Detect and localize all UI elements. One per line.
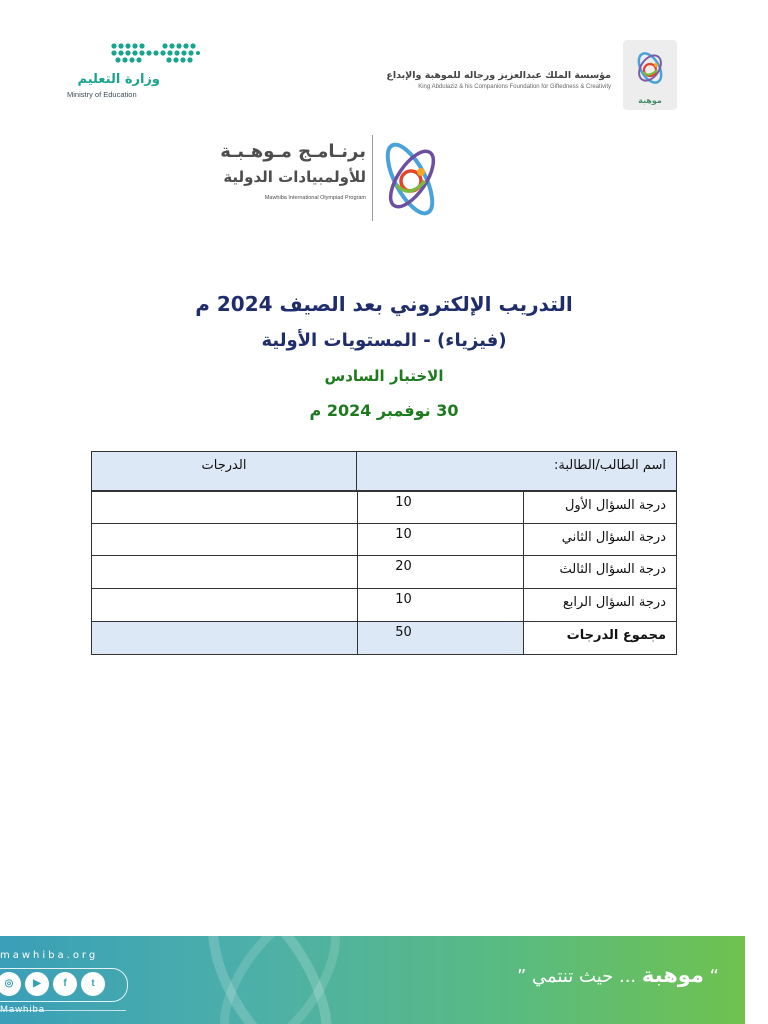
olympiad-name-english: Mawhiba International Olympiad Program <box>264 195 366 201</box>
mawhiba-emblem-icon <box>629 48 671 92</box>
max-score-value: 20 <box>395 559 412 574</box>
exam-title: الاختبار السادس <box>324 367 444 385</box>
max-score-value: 10 <box>395 495 412 510</box>
question-max-score <box>357 523 524 556</box>
moe-name-english: Ministry of Education <box>67 90 137 99</box>
question-label: درجة السؤال الثاني <box>561 530 666 545</box>
logo-divider <box>372 135 373 221</box>
question-label: درجة السؤال الثالث <box>559 562 666 577</box>
exam-date: 30 نوفمبر 2024 م <box>309 401 459 420</box>
moe-name-arabic: وزارة التعليم <box>77 72 160 87</box>
instagram-icon[interactable]: ◎ <box>0 972 21 996</box>
kaf-name-arabic: مؤسسة الملك عبدالعزيز ورجاله للموهبة والإبداع <box>386 70 611 81</box>
youtube-icon[interactable]: ▶ <box>25 972 49 996</box>
decorative-swirl-icon <box>150 936 410 1024</box>
moe-dots-icon <box>110 42 200 68</box>
website-link[interactable]: mawhiba.org <box>0 950 99 961</box>
table-row-label <box>523 555 677 589</box>
table-row-label <box>523 523 677 556</box>
quote-close: ” <box>516 966 527 987</box>
olympiad-title-line1: برنـامـج مـوهـبـة <box>220 141 366 162</box>
subject-title: (فيزياء) - المستويات الأولية <box>261 330 507 351</box>
facebook-icon[interactable]: f <box>53 972 77 996</box>
olympiad-title-line2: للأولمبيادات الدولية <box>223 168 366 186</box>
grades-table <box>91 451 677 655</box>
twitter-icon[interactable]: t <box>81 972 105 996</box>
total-score-entry-cell[interactable] <box>91 621 358 655</box>
max-score-value: 10 <box>395 592 412 607</box>
kaf-name-english: King Abdulaziz & his Companions Foundation for Giftedness & Creativity <box>418 84 611 90</box>
footer-slogan <box>517 963 719 987</box>
table-row-label <box>523 491 677 524</box>
emblem-label: موهبة <box>638 96 662 105</box>
main-title: التدريب الإلكتروني بعد الصيف 2024 م <box>195 292 573 316</box>
table-row-label <box>523 588 677 622</box>
score-entry-cell[interactable] <box>91 491 358 524</box>
score-entry-cell[interactable] <box>91 523 358 556</box>
question-label: درجة السؤال الرابع <box>562 595 666 610</box>
total-label: مجموع الدرجات <box>566 628 666 643</box>
social-links <box>0 968 128 1002</box>
ministry-of-education-logo <box>55 42 160 104</box>
score-entry-cell[interactable] <box>91 555 358 589</box>
grades-label: الدرجات <box>201 458 247 473</box>
score-entry-cell[interactable] <box>91 588 358 622</box>
question-label: درجة السؤال الأول <box>564 498 666 513</box>
olympiad-emblem-icon <box>377 135 447 223</box>
mawhiba-emblem-box <box>623 40 677 110</box>
question-max-score <box>357 491 524 524</box>
student-name-label: اسم الطالب/الطالبة: <box>553 458 666 473</box>
olympiad-program-logo <box>220 133 448 225</box>
kaf-foundation-logo <box>385 40 677 114</box>
grades-header <box>91 451 357 491</box>
footer-banner <box>0 936 745 1024</box>
brand-name: Mawhiba <box>0 1004 46 1015</box>
slogan-brand: موهبة <box>641 963 704 987</box>
quote-open: “ <box>709 966 719 987</box>
question-max-score <box>357 555 524 589</box>
question-max-score <box>357 588 524 622</box>
total-max-value: 50 <box>395 625 412 640</box>
slogan-text: ... حيث تنتمي <box>532 966 637 987</box>
max-score-value: 10 <box>395 527 412 542</box>
total-max-score <box>357 621 524 655</box>
student-name-header <box>356 451 677 491</box>
total-row-label <box>523 621 677 655</box>
